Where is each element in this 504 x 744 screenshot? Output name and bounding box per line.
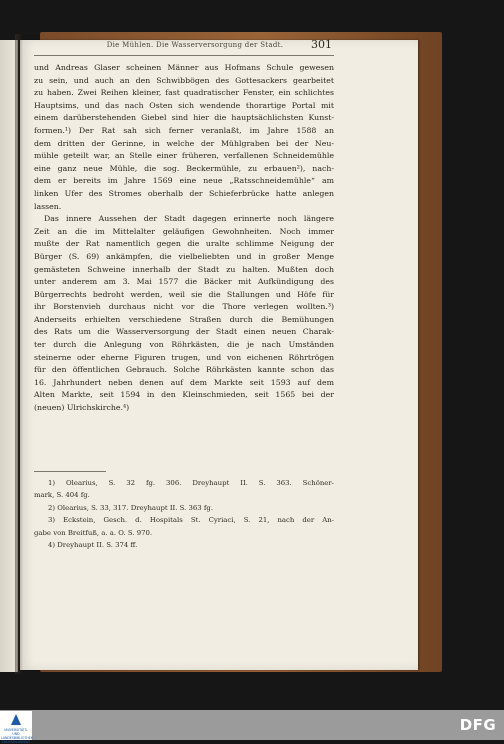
- text-line: und Andreas Glaser scheinen Männer aus Hofmans Schule gewesen: [34, 63, 334, 72]
- text-line: einem darüberstehenden Giebel sind hier die hauptsächlichsten Kunst-: [34, 113, 334, 123]
- text-line: dem er bereits im Jahre 1569 eine neue „Ratsschneidemühle“ am: [34, 176, 334, 186]
- text-line: mühle geteilt war, an Stelle einer früheren, verfallenen Schneidemühle: [34, 151, 334, 161]
- text-line: eine ganz neue Mühle, die sog. Beckermühle, zu erbauen²), nach-: [34, 163, 334, 173]
- viewer-footer-bar: [0, 710, 504, 740]
- body-text: [34, 62, 334, 415]
- footnote-line: 1) Olearius, S. 32 fg. 306. Dreyhaupt II. S. 363. Schöner-: [48, 479, 334, 487]
- text-line: gemästeten Schweine innerhalb der Stadt zu halten. Mußten doch: [34, 264, 334, 274]
- text-line: lassen.: [34, 201, 62, 211]
- text-line: Bürger (S. 69) ankämpfen, die vielbeliebten und in großer Menge: [34, 251, 334, 261]
- text-line: 16. Jahrhundert neben denen auf dem Markte seit 1593 auf dem: [34, 377, 334, 387]
- running-head: Die Mühlen. Die Wasserversorgung der Stadt.: [106, 41, 284, 49]
- text-line: ihr Borstenvieh durchaus nicht vor die Thore verlegen wollten.³): [34, 302, 334, 312]
- page-number: 301: [311, 38, 332, 51]
- footnote-line: mark, S. 404 fg.: [34, 491, 90, 500]
- text-line: Zeit an die im Mittelalter geläufigen Gewohnheiten. Noch immer: [34, 226, 334, 236]
- header-rule: [34, 55, 334, 56]
- text-line: (neuen) Ulrichskirche.⁴): [34, 403, 130, 413]
- footnote-line: gabe von Breitfuß, a. a. O. S. 970.: [34, 528, 153, 537]
- text-line: des Rats um die Wasserversorgung der Stadt einen neuen Charak-: [34, 327, 334, 337]
- spine-shadow: [15, 34, 23, 674]
- footnote-line: 2) Olearius, S. 33, 317. Dreyhaupt II. S. 363 fg.: [48, 503, 214, 512]
- text-line: formen.¹) Der Rat sah sich ferner veranlaßt, im Jahre 1588 an: [34, 125, 334, 135]
- text-line: für den öffentlichen Gebrauch. Solche Röhrkästen kannte schon das: [34, 365, 334, 375]
- text-line: dem dritten der Gerinne, in welche der Mühlgraben bei der Neu-: [34, 138, 334, 148]
- text-line: Hauptsims, und das nach Osten sich wendende thorartige Portal mit: [34, 100, 334, 110]
- text-line: linken Ufer des Stromes oberhalb der Schieferbrücke hatte anlegen: [34, 188, 334, 198]
- footnote-line: 3) Eckstein, Gesch. d. Hospitals St. Cyriaci, S. 21, nach der An-: [48, 516, 334, 525]
- text-line: zu sein, und auch an den Schwibbögen des Gottesackers gearbeitet: [34, 75, 334, 85]
- library-logo-text: UNIVERSITÄTS- UND LANDESBIBLIOTHEK SACHSEN-ANHALT: [1, 728, 33, 744]
- text-line: Das innere Aussehen der Stadt dagegen erinnerte noch längere: [44, 214, 334, 224]
- text-line: Anderseits erhielten verschiedene Straßen durch die Bemühungen: [34, 314, 334, 324]
- text-line: unter anderem am 3. Mai 1577 die Bäcker mit Aufkündigung des: [34, 277, 334, 287]
- text-line: zu haben. Zwei Reihen kleiner, fast quadratischer Fenster, ein schlichtes: [34, 88, 334, 98]
- text-line: Bürgerrechts bedroht werden, weil sie die Stallungen und Höfe für: [34, 289, 334, 299]
- text-line: ter durch die Anlegung von Röhrkästen, die je nach Umständen: [34, 340, 334, 350]
- text-line: mußte der Rat namentlich gegen die uralte schlimme Neigung der: [34, 239, 334, 249]
- footnote-rule: [34, 471, 106, 472]
- library-logo: [0, 711, 33, 744]
- dfg-logo: DFG: [459, 716, 497, 734]
- footnote-line: 4) Dreyhaupt II. S. 374 ff.: [48, 540, 138, 549]
- library-logo-icon: [11, 714, 21, 725]
- text-line: steinerne oder eherne Figuren trugen, und von eichenen Röhrtrögen: [34, 352, 334, 362]
- text-line: Alten Markte, seit 1594 in den Kleinschmieden, seit 1565 bei der: [34, 390, 334, 400]
- footnotes: [34, 477, 334, 551]
